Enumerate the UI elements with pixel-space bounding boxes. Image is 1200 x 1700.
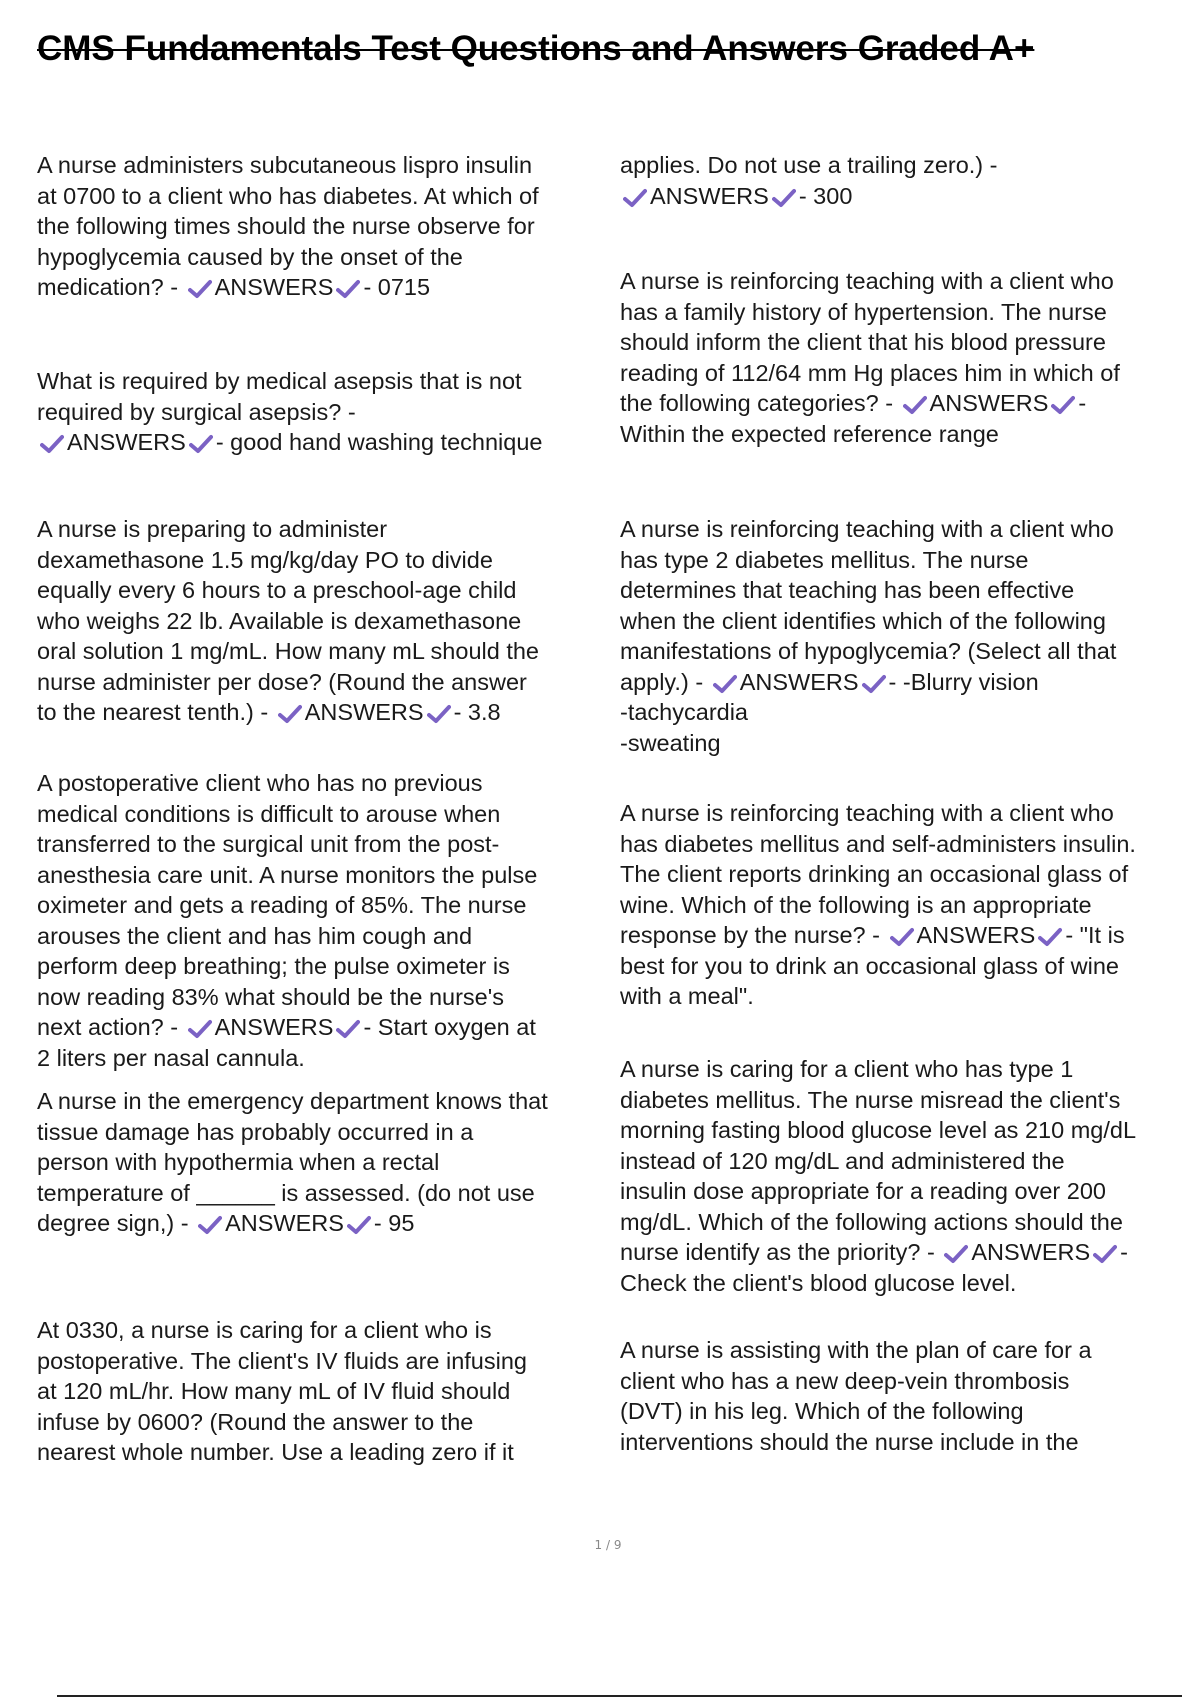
answers-label: ANSWERS bbox=[916, 922, 1036, 948]
answer-line bbox=[37, 697, 617, 728]
qa-item bbox=[37, 1086, 617, 1239]
answer-text: - 95 bbox=[373, 1210, 415, 1236]
question-line: medical conditions is difficult to arouse when bbox=[37, 800, 501, 827]
check-icon bbox=[40, 434, 64, 454]
answer-text: - bbox=[1078, 390, 1087, 416]
question-line: morning fasting blood glucose level as 210 mg/dL bbox=[620, 1117, 1137, 1143]
question-line: A nurse in the emergency department knows that bbox=[37, 1088, 548, 1114]
answer-line: 2 liters per nasal cannula. bbox=[37, 1044, 305, 1071]
question-line: What is required by medical asepsis that is not bbox=[37, 368, 522, 394]
question-line: (DVT) in his leg. Which of the following bbox=[620, 1398, 1024, 1424]
question-line: A postoperative client who has no previous bbox=[37, 770, 483, 796]
question-line: temperature of ______ is assessed. (do not use bbox=[37, 1179, 535, 1206]
question-line: arouses the client and has him cough and bbox=[37, 922, 473, 949]
question-line: has diabetes mellitus and self-administers insulin. bbox=[620, 830, 1136, 857]
check-icon bbox=[944, 1244, 968, 1264]
question-line: person with hypothermia when a rectal bbox=[37, 1149, 440, 1175]
answer-line: Within the expected reference range bbox=[620, 420, 999, 447]
answer-line bbox=[620, 920, 1200, 951]
check-icon bbox=[623, 188, 647, 208]
check-icon bbox=[278, 704, 302, 724]
answer-text: - Start oxygen at bbox=[363, 1014, 536, 1040]
question-line: who weighs 22 lb. Available is dexamethasone bbox=[37, 607, 522, 634]
check-icon bbox=[188, 279, 212, 299]
question-line: should inform the client that his blood pressure bbox=[620, 329, 1106, 355]
check-icon bbox=[862, 674, 886, 694]
question-line: now reading 83% what should be the nurse's bbox=[37, 983, 504, 1010]
check-icon bbox=[1093, 1244, 1117, 1264]
question-line: transferred to the surgical unit from the post- bbox=[37, 831, 500, 857]
answers-label: ANSWERS bbox=[214, 274, 334, 300]
answer-line: best for you to drink an occasional glass of wine bbox=[620, 952, 1119, 979]
question-line: manifestations of hypoglycemia? (Select all that bbox=[620, 638, 1117, 664]
answers-label: ANSWERS bbox=[214, 1014, 334, 1040]
question-line: diabetes mellitus. The nurse misread the client's bbox=[620, 1086, 1121, 1113]
answer-line bbox=[37, 427, 617, 458]
answer-text: - 300 bbox=[798, 182, 853, 209]
question-line: A nurse is reinforcing teaching with a client who bbox=[620, 800, 1114, 826]
answers-label: ANSWERS bbox=[650, 182, 769, 209]
question-line: has type 2 diabetes mellitus. The nurse bbox=[620, 546, 1029, 573]
check-icon bbox=[890, 927, 914, 947]
check-icon bbox=[713, 674, 737, 694]
question-line: A nurse is caring for a client who has type 1 bbox=[620, 1056, 1074, 1082]
qa-item bbox=[620, 266, 1200, 449]
question-line: mg/dL. Which of the following actions should the bbox=[620, 1208, 1123, 1235]
question-line: The client reports drinking an occasional glass of bbox=[620, 861, 1129, 887]
question-line: applies. Do not use a trailing zero.) - bbox=[620, 152, 998, 178]
question-line: oral solution 1 mg/mL. How many mL should the bbox=[37, 638, 540, 664]
question-line: has a family history of hypertension. The nurse bbox=[620, 298, 1107, 325]
question-line-end: response by the nurse? - bbox=[620, 922, 880, 948]
check-icon bbox=[189, 434, 213, 454]
answers-label: ANSWERS bbox=[67, 429, 186, 455]
question-line-end: to the nearest tenth.) - bbox=[37, 699, 269, 725]
answer-line: -tachycardia bbox=[620, 699, 748, 725]
qa-item bbox=[620, 514, 1200, 758]
question-line: A nurse administers subcutaneous lispro insulin bbox=[37, 152, 533, 178]
question-line: At 0330, a nurse is caring for a client who is bbox=[37, 1317, 492, 1343]
question-line-end: medication? - bbox=[37, 274, 179, 300]
question-line: the following times should the nurse observe for bbox=[37, 213, 535, 239]
check-icon bbox=[336, 1019, 360, 1039]
check-icon bbox=[772, 188, 796, 208]
question-line-end: next action? - bbox=[37, 1014, 179, 1040]
qa-item bbox=[37, 1315, 617, 1468]
check-icon bbox=[427, 704, 451, 724]
page-title: CMS Fundamentals Test Questions and Answers Graded A+ bbox=[37, 29, 1035, 68]
answer-line bbox=[620, 181, 1200, 212]
answer-line: with a meal". bbox=[620, 983, 754, 1009]
answers-label: ANSWERS bbox=[225, 1210, 344, 1236]
check-icon bbox=[1038, 927, 1062, 947]
question-line: A nurse is reinforcing teaching with a client who bbox=[620, 268, 1114, 294]
question-line: equally every 6 hours to a preschool-age child bbox=[37, 577, 517, 603]
question-line: A nurse is preparing to administer bbox=[37, 516, 388, 542]
check-icon bbox=[336, 279, 360, 299]
answers-label: ANSWERS bbox=[739, 668, 859, 695]
answer-line bbox=[37, 1208, 617, 1239]
question-line: tissue damage has probably occurred in a bbox=[37, 1118, 474, 1145]
question-line: infuse by 0600? (Round the answer to the bbox=[37, 1408, 474, 1435]
answer-text: - 0715 bbox=[363, 274, 431, 300]
question-line: anesthesia care unit. A nurse monitors the pulse bbox=[37, 861, 538, 888]
answer-line: Check the client's blood glucose level. bbox=[620, 1269, 1017, 1296]
question-line: dexamethasone 1.5 mg/kg/day PO to divide bbox=[37, 546, 493, 573]
question-line: nearest whole number. Use a leading zero if it bbox=[37, 1439, 514, 1465]
question-line: wine. Which of the following is an appropriate bbox=[620, 891, 1092, 918]
check-icon bbox=[198, 1215, 222, 1235]
answer-line bbox=[37, 272, 617, 303]
qa-item bbox=[620, 1335, 1200, 1457]
question-line: required by surgical asepsis? - bbox=[37, 398, 356, 425]
question-line: oximeter and gets a reading of 85%. The nurse bbox=[37, 892, 527, 918]
answer-line bbox=[620, 667, 1200, 698]
question-line: hypoglycemia caused by the onset of the bbox=[37, 243, 463, 270]
answer-line: -sweating bbox=[620, 729, 721, 756]
qa-item bbox=[37, 150, 617, 303]
question-line: at 0700 to a client who has diabetes. At which of bbox=[37, 182, 539, 209]
answer-text: - "It is bbox=[1065, 922, 1125, 948]
question-line: client who has a new deep-vein thrombosis bbox=[620, 1367, 1070, 1394]
answer-text: - 3.8 bbox=[453, 699, 501, 725]
question-line: reading of 112/64 mm Hg places him in which of bbox=[620, 359, 1120, 386]
answer-line bbox=[37, 1012, 617, 1043]
check-icon bbox=[903, 395, 927, 415]
check-icon bbox=[347, 1215, 371, 1235]
question-line: insulin dose appropriate for a reading over 200 bbox=[620, 1178, 1106, 1204]
qa-item bbox=[620, 150, 1200, 211]
question-line: A nurse is reinforcing teaching with a client who bbox=[620, 516, 1114, 542]
question-line-end: nurse identify as the priority? - bbox=[620, 1239, 935, 1265]
question-line: perform deep breathing; the pulse oximeter is bbox=[37, 953, 510, 979]
question-line-end: degree sign,) - bbox=[37, 1210, 189, 1236]
footer-divider bbox=[57, 1695, 1182, 1697]
question-line: interventions should the nurse include in the bbox=[620, 1428, 1079, 1455]
qa-item bbox=[37, 366, 617, 458]
question-line: determines that teaching has been effective bbox=[620, 577, 1075, 603]
answer-line bbox=[620, 1237, 1200, 1268]
qa-item bbox=[37, 768, 617, 1073]
answer-line bbox=[620, 388, 1200, 419]
answer-text: - good hand washing technique bbox=[215, 429, 543, 455]
question-line: nurse administer per dose? (Round the answer bbox=[37, 668, 527, 695]
question-line-end: the following categories? - bbox=[620, 390, 894, 416]
check-icon bbox=[1051, 395, 1075, 415]
qa-item bbox=[620, 798, 1200, 1012]
qa-item bbox=[620, 1054, 1200, 1298]
question-line: A nurse is assisting with the plan of care for a bbox=[620, 1337, 1092, 1363]
answers-label: ANSWERS bbox=[929, 390, 1049, 416]
answers-label: ANSWERS bbox=[971, 1239, 1091, 1265]
question-line: when the client identifies which of the following bbox=[620, 607, 1106, 634]
question-line: instead of 120 mg/dL and administered the bbox=[620, 1147, 1065, 1174]
qa-item bbox=[37, 514, 617, 728]
check-icon bbox=[188, 1019, 212, 1039]
answer-text: - bbox=[1120, 1239, 1128, 1265]
answers-label: ANSWERS bbox=[304, 699, 424, 725]
page-number: 1 / 9 bbox=[594, 1538, 622, 1552]
question-line: at 120 mL/hr. How many mL of IV fluid should bbox=[37, 1378, 511, 1404]
question-line: postoperative. The client's IV fluids are infusing bbox=[37, 1347, 527, 1374]
question-line-end: apply.) - bbox=[620, 668, 704, 695]
answer-text: - -Blurry vision bbox=[888, 668, 1039, 695]
